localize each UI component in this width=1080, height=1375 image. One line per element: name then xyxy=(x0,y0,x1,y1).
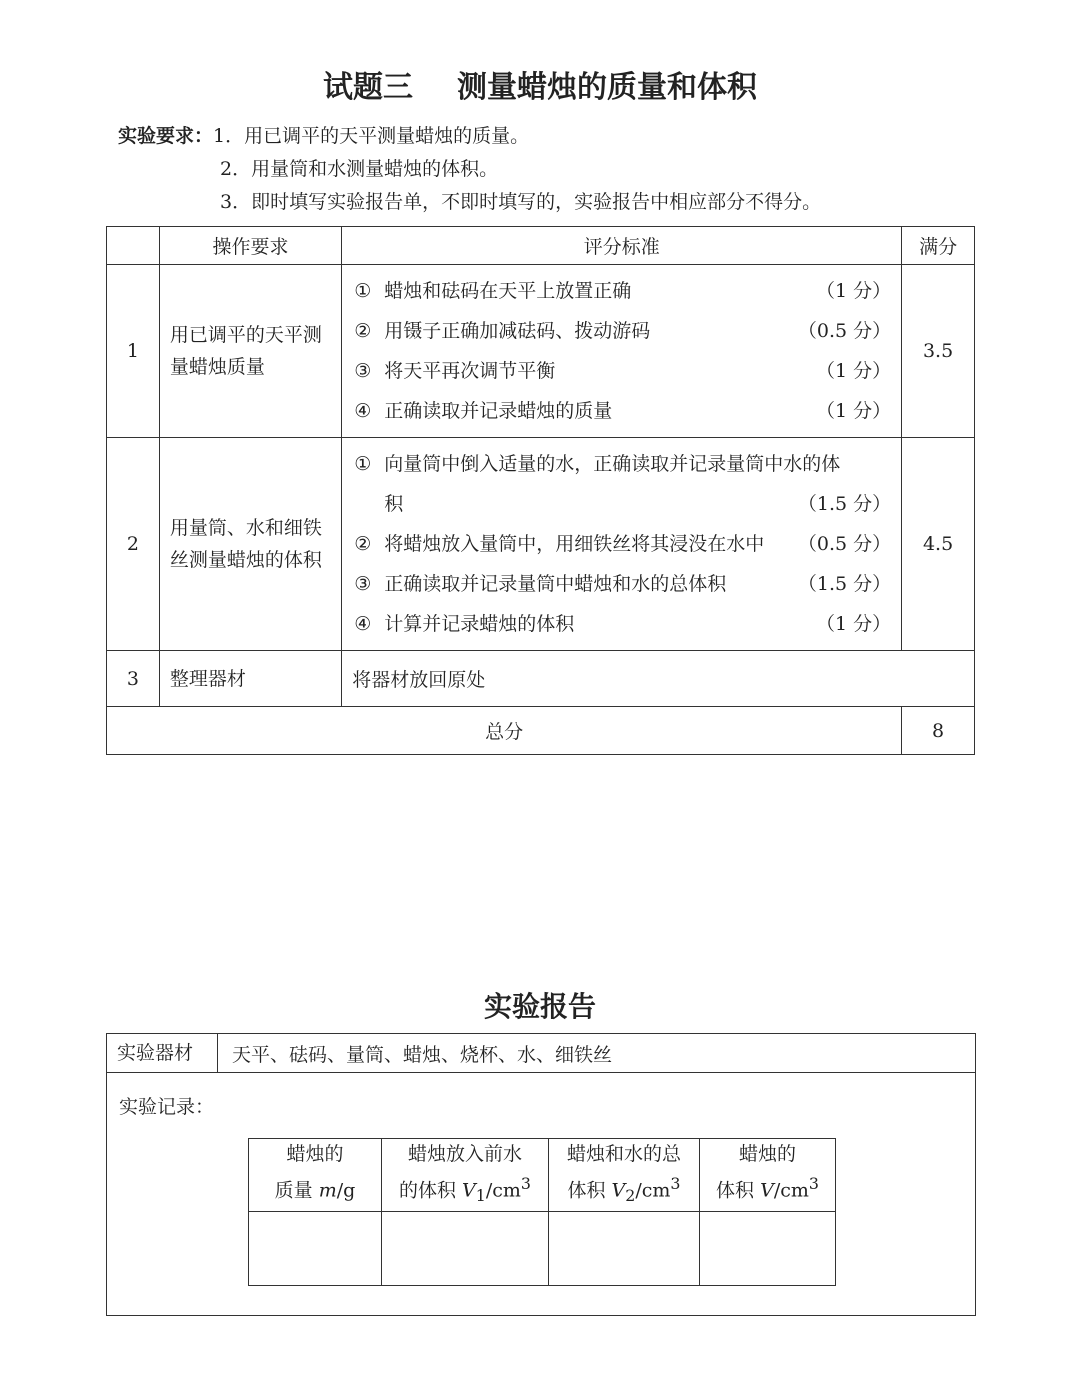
row-operation: 整理器材 xyxy=(159,651,341,707)
criteria-item xyxy=(354,271,891,311)
criteria-text: 计算并记录蜡烛的体积 xyxy=(384,613,575,635)
criteria-text-cont: 积 xyxy=(384,493,404,515)
criteria-points: （1 分） xyxy=(816,280,892,302)
criteria-mark: ② xyxy=(354,533,372,555)
row-num: 1 xyxy=(107,265,160,438)
requirements xyxy=(118,120,821,219)
criteria-item xyxy=(354,604,891,644)
criteria-mark: ④ xyxy=(354,400,372,422)
grading-row-3 xyxy=(107,651,975,707)
equipment-list: 天平、砝码、量筒、蜡烛、烧杯、水、细铁丝 xyxy=(232,1043,613,1066)
requirement-item: 1．用已调平的天平测量蜡烛的质量。 xyxy=(213,125,530,147)
criteria-text: 正确读取并记录量筒中蜡烛和水的总体积 xyxy=(384,573,727,595)
equipment-row xyxy=(107,1034,975,1073)
header-num xyxy=(107,227,160,265)
requirements-label: 实验要求： xyxy=(118,125,214,147)
criteria-mark: ② xyxy=(354,320,372,342)
row-score: 3.5 xyxy=(902,265,975,438)
record-cell-v2[interactable] xyxy=(549,1212,700,1286)
criteria-points: （0.5 分） xyxy=(797,533,892,555)
header-operation: 操作要求 xyxy=(159,227,341,265)
criteria-item xyxy=(354,524,891,564)
title-sub: 测量蜡烛的质量和体积 xyxy=(457,70,757,105)
criteria-points: （1.5 分） xyxy=(797,573,892,595)
report-box xyxy=(106,1033,976,1316)
record-cell-mass[interactable] xyxy=(249,1212,382,1286)
row-operation: 用已调平的天平测量蜡烛质量 xyxy=(159,265,341,438)
row-criteria-text: 将器材放回原处 xyxy=(342,651,975,707)
row-operation: 用量筒、水和细铁丝测量蜡烛的体积 xyxy=(159,438,341,651)
record-header-row xyxy=(249,1139,836,1212)
criteria-item xyxy=(354,311,891,351)
grading-total-row xyxy=(107,707,975,755)
record-table xyxy=(248,1138,836,1286)
criteria-text: 将蜡烛放入量筒中，用细铁丝将其浸没在水中 xyxy=(384,533,765,555)
record-cell-v1[interactable] xyxy=(382,1212,549,1286)
criteria-item xyxy=(354,351,891,391)
criteria-cell xyxy=(342,438,902,651)
criteria-points: （1 分） xyxy=(816,613,892,635)
criteria-mark: ① xyxy=(354,453,372,475)
criteria-item-continued xyxy=(354,484,891,524)
criteria-mark: ③ xyxy=(354,573,372,595)
record-input-row xyxy=(249,1212,836,1286)
title-main: 试题三 xyxy=(323,70,413,105)
criteria-mark: ① xyxy=(354,280,372,302)
page-title xyxy=(0,62,1080,106)
grading-table xyxy=(106,226,975,755)
row-num: 2 xyxy=(107,438,160,651)
criteria-text: 向量筒中倒入适量的水，正确读取并记录量筒中水的体 xyxy=(384,453,841,475)
criteria-mark: ④ xyxy=(354,613,372,635)
criteria-points: （1 分） xyxy=(816,360,892,382)
total-label: 总分 xyxy=(107,707,902,755)
requirement-item: 2．用量筒和水测量蜡烛的体积。 xyxy=(220,158,499,180)
criteria-item xyxy=(354,391,891,431)
criteria-points: （1 分） xyxy=(816,400,892,422)
criteria-text: 用镊子正确加减砝码、拨动游码 xyxy=(384,320,651,342)
record-col-v: 蜡烛的 体积 $V/cm^3$ xyxy=(700,1139,836,1212)
equipment-label: 实验器材 xyxy=(107,1034,218,1072)
criteria-item xyxy=(354,444,891,484)
criteria-item xyxy=(354,564,891,604)
criteria-points: （0.5 分） xyxy=(797,320,892,342)
row-score: 4.5 xyxy=(902,438,975,651)
criteria-text: 将天平再次调节平衡 xyxy=(384,360,556,382)
record-col-mass: 蜡烛的 质量 m/g xyxy=(249,1139,382,1212)
record-label: 实验记录： xyxy=(119,1096,215,1118)
header-score: 满分 xyxy=(902,227,975,265)
record-col-v2: 蜡烛和水的总 体积 $V_2/cm^3$ xyxy=(549,1139,700,1212)
grading-header-row xyxy=(107,227,975,265)
grading-row-1 xyxy=(107,265,975,438)
report-title: 实验报告 xyxy=(483,990,596,1023)
criteria-points: （1.5 分） xyxy=(797,493,892,515)
requirement-item: 3．即时填写实验报告单，不即时填写的，实验报告中相应部分不得分。 xyxy=(220,191,822,213)
row-num: 3 xyxy=(107,651,160,707)
grading-row-2 xyxy=(107,438,975,651)
record-col-v1: 蜡烛放入前水 的体积 $V_1/cm^3$ xyxy=(382,1139,549,1212)
total-score: 8 xyxy=(902,707,975,755)
record-cell-v[interactable] xyxy=(700,1212,836,1286)
criteria-text: 正确读取并记录蜡烛的质量 xyxy=(384,400,613,422)
criteria-text: 蜡烛和砝码在天平上放置正确 xyxy=(384,280,632,302)
header-criteria: 评分标准 xyxy=(342,227,902,265)
criteria-cell xyxy=(342,265,902,438)
criteria-mark: ③ xyxy=(354,360,372,382)
